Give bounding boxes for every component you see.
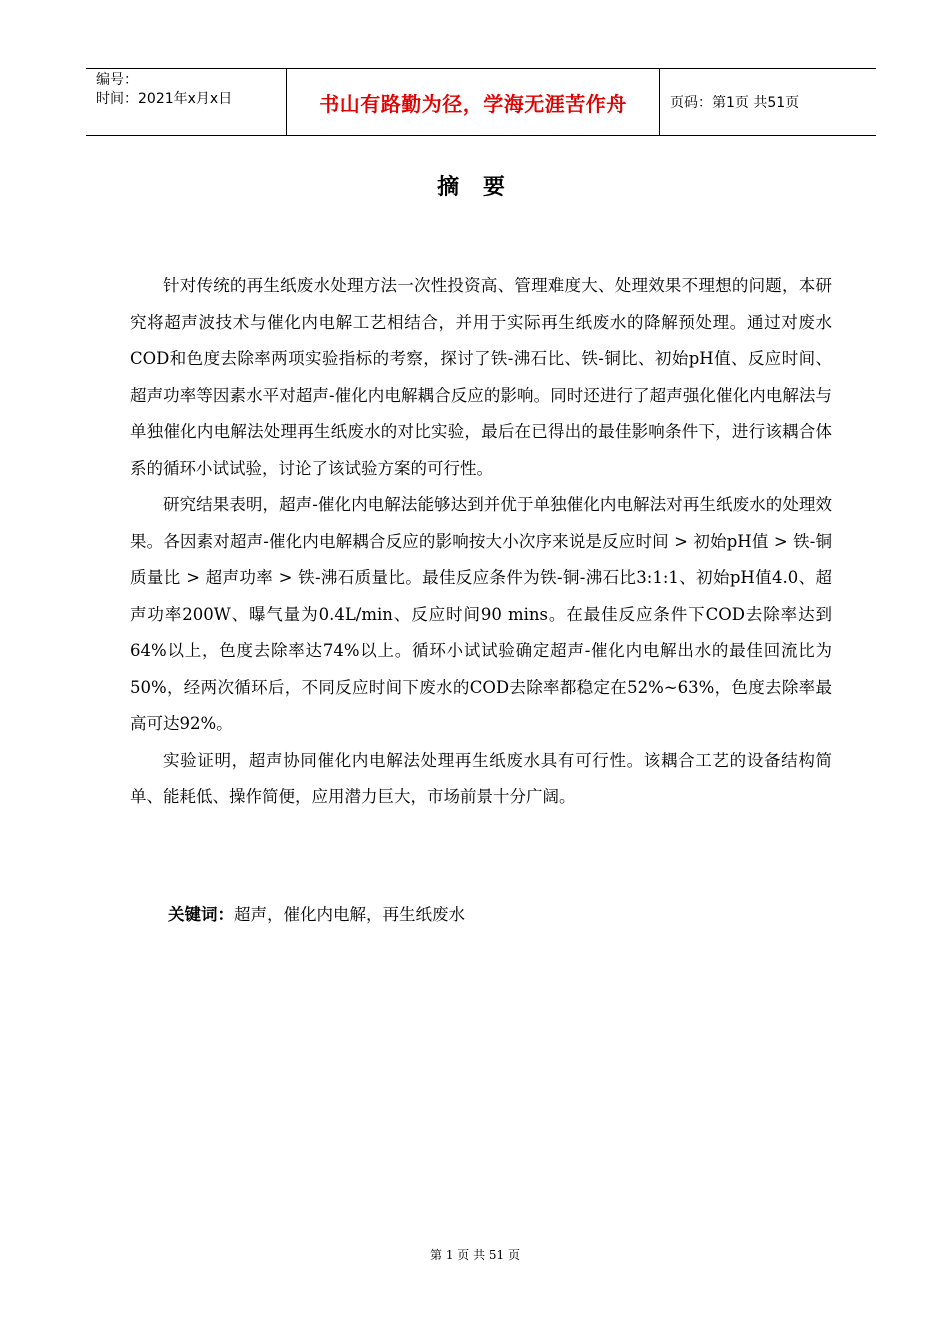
abstract-body bbox=[130, 268, 832, 816]
keywords-line bbox=[168, 900, 465, 930]
paragraph: 实验证明，超声协同催化内电解法处理再生纸废水具有可行性。该耦合工艺的设备结构简单、能耗低、操作简便，应用潜力巨大，市场前景十分广阔。 bbox=[130, 750, 832, 806]
time-label: 时间：2021年x月x日 bbox=[96, 91, 233, 107]
header-page-info: 页码：第1页 共51页 bbox=[670, 95, 800, 111]
header-meta bbox=[86, 69, 287, 135]
page-header bbox=[86, 68, 876, 136]
paragraph: 研究结果表明，超声-催化内电解法能够达到并优于单独催化内电解法对再生纸废水的处理效果。各因素对超声-催化内电解耦合反应的影响按大小次序来说是反应时间 > 初始pH值 > 铁-铜质量比 > 超声功率 > 铁-沸石质量比。最佳反应条件为铁-铜-沸石比3:1:1、初始pH值4.0、超声功率200W、曝气量为0.4L/min、反应时间90 mins。在最佳反应条件下COD去除率达到64%以上，色度去除率达74%以上。循环小试试验确定超声-催化内电解出水的最佳回流比为50%，经两次循环后，不同反应时间下废水的COD去除率都稳定在52%~63%，色度去除率最高可达92%。 bbox=[130, 495, 832, 733]
page-title: 摘 要 bbox=[437, 175, 513, 200]
number-label: 编号： bbox=[96, 72, 138, 88]
keywords-text: 超声，催化内电解，再生纸废水 bbox=[234, 905, 465, 924]
keywords-label: 关键词： bbox=[168, 905, 234, 924]
paragraph: 针对传统的再生纸废水处理方法一次性投资高、管理难度大、处理效果不理想的问题，本研究将超声波技术与催化内电解工艺相结合，并用于实际再生纸废水的降解预处理。通过对废水COD和色度去除率两项实验指标的考察，探讨了铁-沸石比、铁-铜比、初始pH值、反应时间、超声功率等因素水平对超声-催化内电解耦合反应的影响。同时还进行了超声强化催化内电解法与单独催化内电解法处理再生纸废水的对比实验，最后在已得出的最佳影响条件下，进行该耦合体系的循环小试试验，讨论了该试验方案的可行性。 bbox=[130, 276, 832, 478]
header-motto: 书山有路勤为径，学海无涯苦作舟 bbox=[287, 69, 660, 135]
page-footer: 第 1 页 共 51 页 bbox=[430, 1248, 520, 1262]
